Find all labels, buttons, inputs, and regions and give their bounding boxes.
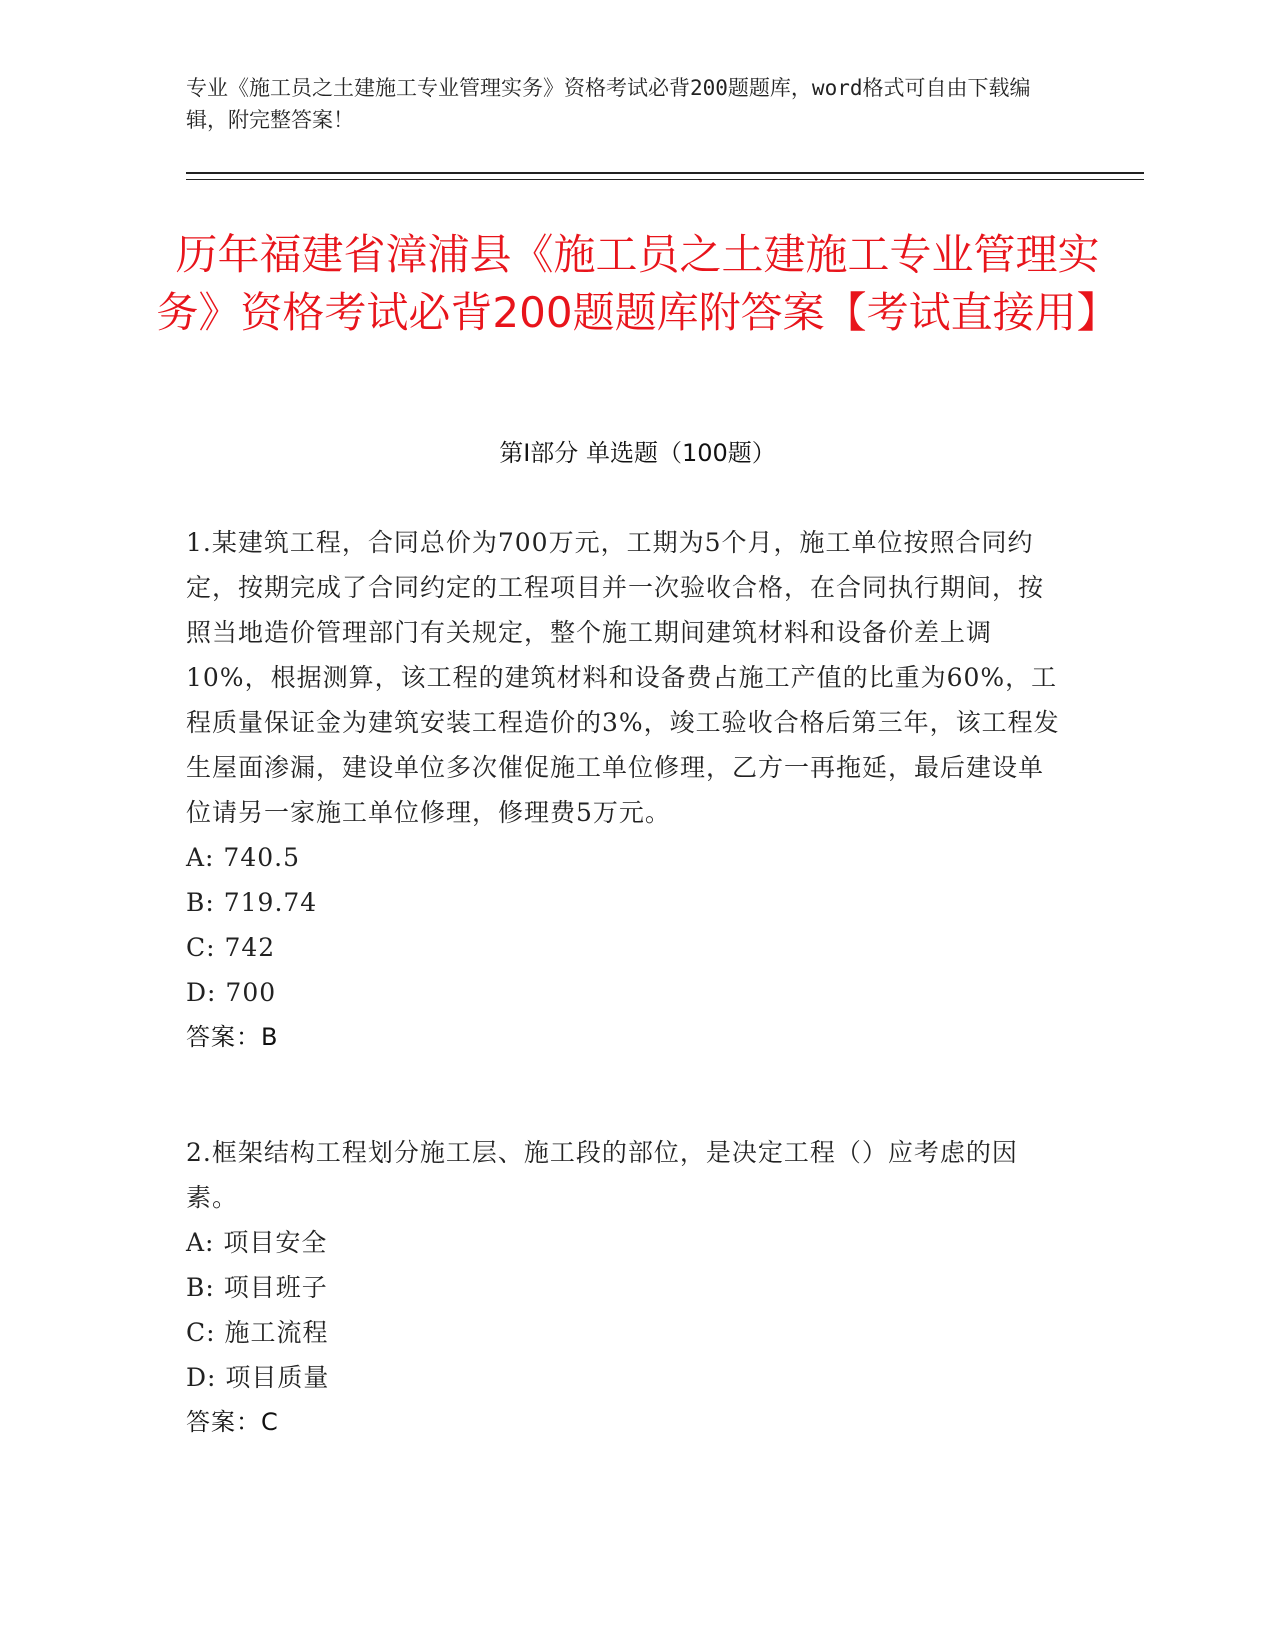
header-note: 专业《施工员之土建施工专业管理实务》资格考试必背200题题库，word格式可自由下载编辑，附完整答案！ <box>186 76 1031 132</box>
document-title: 历年福建省漳浦县《施工员之土建施工专业管理实务》资格考试必背200题题库附答案【考试直接用】 <box>156 230 1119 337</box>
option-c: C: 742 <box>186 933 276 962</box>
header-divider-thin <box>186 179 1144 180</box>
question-block <box>186 520 1066 1060</box>
question-stem: 1.某建筑工程，合同总价为700万元，工期为5个月，施工单位按照合同约定，按期完成了合同约定的工程项目并一次验收合格，在合同执行期间，按照当地造价管理部门有关规定，整个施工期间建筑材料和设备价差上调10%，根据测算，该工程的建筑材料和设备费占施工产值的比重为60%，工程质量保证金为建筑安装工程造价的3%，竣工验收合格后第三年，该工程发生屋面渗漏，建设单位多次催促施工单位修理，乙方一再拖延，最后建设单位请另一家施工单位修理，修理费5万元。 <box>186 528 1060 827</box>
option-a: A: 项目安全 <box>186 1228 328 1257</box>
question-stem: 2.框架结构工程划分施工层、施工段的部位，是决定工程（）应考虑的因素。 <box>186 1138 1018 1212</box>
answer-line: 答案：B <box>186 1023 279 1051</box>
section-heading: 第Ⅰ部分 单选题（100题） <box>499 439 776 467</box>
question-block <box>186 1130 1066 1445</box>
answer-line: 答案：C <box>186 1408 279 1436</box>
option-b: B: 项目班子 <box>186 1273 328 1302</box>
option-d: D: 项目质量 <box>186 1363 330 1392</box>
header-divider-thick <box>186 172 1144 174</box>
option-c: C: 施工流程 <box>186 1318 329 1347</box>
option-b: B: 719.74 <box>186 888 318 917</box>
option-a: A: 740.5 <box>186 843 300 872</box>
option-d: D: 700 <box>186 978 277 1007</box>
